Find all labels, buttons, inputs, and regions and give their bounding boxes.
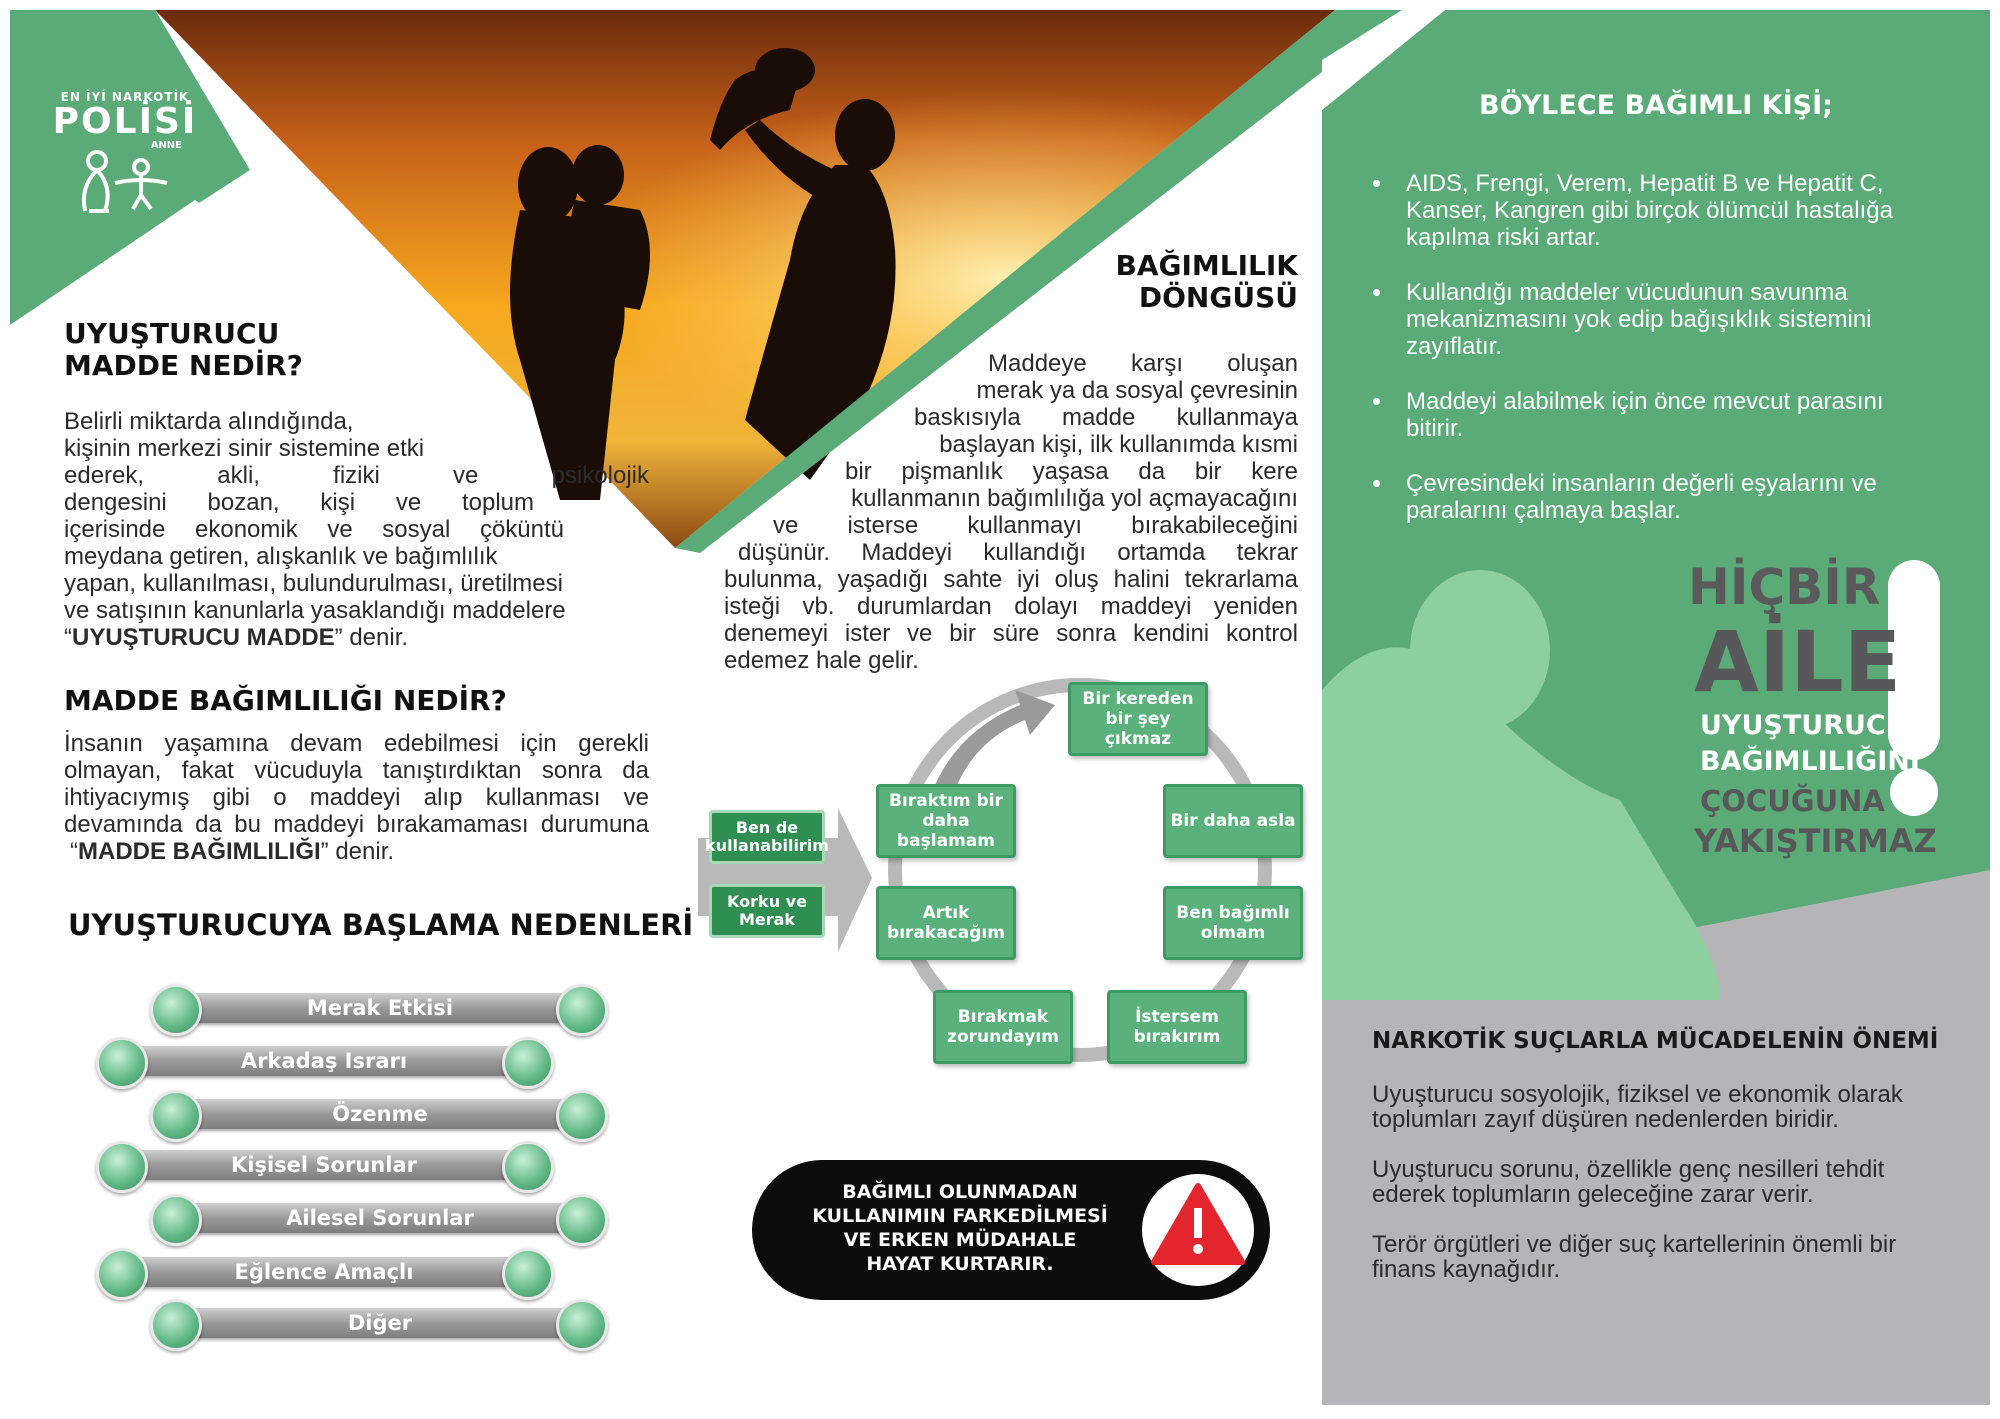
cycle-step-label: Bir daha asla	[1170, 811, 1296, 831]
madde-title	[64, 318, 303, 382]
reason-ball-icon	[502, 1037, 554, 1089]
madde-line: yapan, kullanılması, bulundurulması, üretilmesi	[64, 570, 563, 597]
start-box-korku	[709, 884, 825, 938]
dongu-line: denemeyi ister ve bir süre sonra kendini kontrol	[724, 620, 1298, 647]
madde-title-line2: MADDE NEDİR?	[64, 349, 303, 382]
nedenler-title: UYUŞTURUCUYA BAŞLAMA NEDENLERİ	[68, 908, 694, 942]
quote-open: “	[64, 624, 72, 651]
cycle-step-label: Bıraktım bir daha başlamam	[889, 791, 1003, 851]
cycle-step	[876, 886, 1016, 960]
slogan-line5: ÇOCUĞUNA	[1700, 784, 1885, 818]
madde-line: dengesini bozan, kişi ve toplum	[64, 489, 534, 516]
reason-label: Eğlence Amaçlı	[234, 1260, 414, 1284]
reason-label: Özenme	[332, 1102, 428, 1126]
bagimlilik-line: olmayan, fakat vücuduyla tanıştırdıktan sonra da	[64, 757, 649, 784]
reason-bar	[180, 993, 580, 1023]
reason-ball-icon	[556, 1299, 608, 1351]
narkotik-body	[1372, 1082, 1932, 1282]
madde-paragraph	[64, 408, 649, 651]
boylece-title: BÖYLECE BAĞIMLI KİŞİ;	[1479, 90, 1833, 121]
reason-ball-icon	[556, 1090, 608, 1142]
slogan-line2: AİLE	[1694, 613, 1902, 711]
consequence-item: • Maddeyi alabilmek için önce mevcut parasını bitirir.	[1372, 388, 1932, 442]
dongu-title-line1: BAĞIMLILIK	[1115, 249, 1298, 282]
reason-ball-icon	[502, 1141, 554, 1193]
start-label: Korku ve Merak	[727, 892, 807, 929]
reason-ball-icon	[96, 1248, 148, 1300]
reason-ball-icon	[150, 1194, 202, 1246]
madde-line: kişinin merkezi sinir sistemine etki	[64, 435, 425, 462]
quote-open: “	[70, 838, 78, 865]
cycle-step	[876, 784, 1016, 858]
consequence-item: • AIDS, Frengi, Verem, Hepatit B ve Hepatit C, Kanser, Kangren gibi birçok ölümcül hastalığa kapılma riski artar.	[1372, 170, 1932, 251]
cycle-step	[1068, 682, 1208, 756]
dongu-line: bir pişmanlık yaşasa da bir kere	[845, 458, 1298, 485]
cycle-step	[933, 990, 1073, 1064]
narkotik-paragraph: Uyuşturucu sosyolojik, fiziksel ve ekonomik olarak toplumları zayıf düşüren nedenlerden biridir.	[1372, 1081, 1903, 1133]
warning-line: KULLANIMIN FARKEDİLMESİ	[812, 1205, 1108, 1227]
logo	[50, 90, 200, 226]
bagimlilik-line: İnsanın yaşamına devam edebilmesi için gerekli	[64, 730, 649, 757]
logo-main: POLİSİ	[52, 101, 198, 142]
madde-denir: ” denir.	[334, 624, 409, 651]
dongu-line: kullanmanın bağımlılığa yol açmayacağını	[851, 485, 1298, 512]
dongu-line: ve isterse kullanmayı bırakabileceğini	[773, 512, 1298, 539]
cycle-step-label: Ben bağımlı olmam	[1176, 903, 1290, 943]
reason-label: Diğer	[347, 1311, 413, 1335]
cycle-step	[1163, 784, 1303, 858]
madde-last-line	[64, 624, 649, 651]
mother-child-icon	[75, 147, 185, 217]
narkotik-paragraph: Uyuşturucu sorunu, özellikle genç nesilleri tehdit ederek toplumların geleceğine zarar verir.	[1372, 1156, 1885, 1208]
reason-label: Merak Etkisi	[306, 996, 454, 1020]
cycle-step-label: Bırakmak zorundayım	[947, 1007, 1059, 1047]
slogan-line3: UYUŞTURUCU	[1700, 710, 1908, 741]
reason-ball-icon	[502, 1248, 554, 1300]
cycle-step-label: İstersem bırakırım	[1133, 1007, 1221, 1047]
dongu-paragraph	[700, 350, 1298, 674]
reason-ball-icon	[150, 1299, 202, 1351]
madde-line: ederek, akli, fiziki ve psikolojik	[64, 462, 649, 489]
consequence-item: • Kullandığı maddeler vücudunun savunma mekanizmasını yok edip bağışıklık sistemini zayıflatır.	[1372, 279, 1932, 360]
dongu-line: edemez hale gelir.	[724, 647, 919, 674]
dongu-line: isteği vb. durumlardan dolayı maddeyi yeniden	[724, 593, 1298, 620]
reason-label: Arkadaş Israrı	[240, 1049, 408, 1073]
bagimlilik-last-line	[64, 838, 649, 865]
bagimlilik-title: MADDE BAĞIMLILIĞI NEDİR?	[64, 684, 507, 717]
dongu-line: başlayan kişi, ilk kullanımda kısmi	[939, 431, 1298, 458]
reason-bar	[180, 1099, 580, 1129]
dongu-title	[1020, 250, 1298, 314]
logo-sub: ANNE	[150, 140, 182, 151]
reason-label: Ailesel Sorunlar	[286, 1206, 474, 1230]
consequence-item: • Çevresindeki insanların değerli eşyalarını ve paralarını çalmaya başlar.	[1372, 470, 1932, 524]
madde-line: içerisinde ekonomik ve sosyal çöküntü	[64, 516, 564, 543]
warning-text	[790, 1180, 1130, 1276]
reason-ball-icon	[96, 1037, 148, 1089]
reason-ball-icon	[556, 1194, 608, 1246]
reason-bar	[180, 1308, 580, 1338]
madde-title-line1: UYUŞTURUCU	[64, 317, 280, 350]
reason-label: Kişisel Sorunlar	[231, 1153, 417, 1177]
reason-ball-icon	[150, 984, 202, 1036]
dongu-line: merak ya da sosyal çevresinin	[976, 377, 1298, 404]
start-box-ben-de	[705, 810, 829, 864]
slogan-line6: YAKIŞTIRMAZ	[1694, 822, 1937, 860]
warning-line: BAĞIMLI OLUNMADAN	[842, 1181, 1078, 1203]
warning-line: VE ERKEN MÜDAHALE	[843, 1229, 1077, 1251]
narkotik-paragraph: Terör örgütleri ve diğer suç kartellerinin önemli bir finans kaynağıdır.	[1372, 1231, 1897, 1283]
reason-bar	[124, 1150, 524, 1180]
madde-line: meydana getiren, alışkanlık ve bağımlılık	[64, 543, 498, 570]
logo-top: EN İYİ NARKOTİK	[60, 90, 190, 104]
reason-ball-icon	[556, 984, 608, 1036]
cycle-step	[1107, 990, 1247, 1064]
reason-bar	[180, 1203, 580, 1233]
bagimlilik-line: devamında da bu maddeyi bırakamaması durumuna	[64, 811, 649, 838]
bagimlilik-paragraph	[64, 730, 649, 865]
narkotik-title: NARKOTİK SUÇLARLA MÜCADELENİN ÖNEMİ	[1372, 1028, 1939, 1054]
dongu-line: bulunma, yaşadığı sahte iyi oluş halini tekrarlama	[724, 566, 1298, 593]
warning-line: HAYAT KURTARIR.	[866, 1253, 1054, 1275]
reason-bar	[124, 1046, 524, 1076]
madde-term: UYUŞTURUCU MADDE	[72, 624, 335, 651]
consequence-list	[1372, 170, 1932, 552]
cycle-step	[1163, 886, 1303, 960]
reason-bar	[124, 1257, 524, 1287]
reason-ball-icon	[150, 1090, 202, 1142]
reason-ball-icon	[96, 1141, 148, 1193]
dongu-line: Maddeye karşı oluşan	[988, 350, 1298, 377]
bagimlilik-line: ihtiyacıymış gibi o maddeyi alıp kullanması ve	[64, 784, 649, 811]
dongu-line: baskısıyla madde kullanmaya	[914, 404, 1298, 431]
cycle-step-label: Bir kereden bir şey çıkmaz	[1082, 689, 1194, 749]
dongu-line: düşünür. Maddeyi kullandığı ortamda tekrar	[738, 539, 1298, 566]
start-label: Ben de kullanabilirim	[705, 818, 829, 855]
madde-line: Belirli miktarda alındığında,	[64, 408, 354, 435]
madde-line: ve satışının kanunlarla yasaklandığı maddelere	[64, 597, 566, 624]
bagimlilik-term: MADDE BAĞIMLILIĞI	[78, 838, 321, 865]
cycle-step-label: Artık bırakacağım	[887, 903, 1005, 943]
slogan-line4: BAĞIMLILIĞINI	[1700, 746, 1920, 777]
slogan-line1: HİÇBİR	[1688, 558, 1881, 616]
dongu-title-line2: DÖNGÜSÜ	[1138, 281, 1298, 314]
bagimlilik-denir: ” denir.	[320, 838, 395, 865]
